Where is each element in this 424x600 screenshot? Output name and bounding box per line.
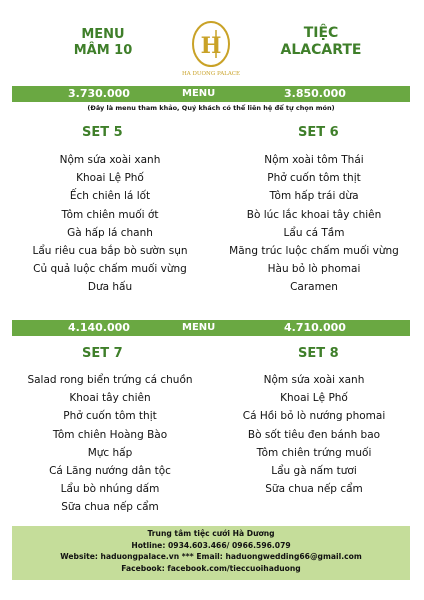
menu-mam-title	[58, 27, 148, 59]
list-item: Bò lúc lắc khoai tây chiên	[246, 208, 382, 221]
list-item: Khoai Lệ Phố	[76, 172, 144, 185]
mam-label: MÂM 10	[73, 43, 133, 58]
list-item: Nộm sứa xoài xanh	[59, 154, 161, 166]
list-item: Củ quả luộc chấm muối vừng	[33, 263, 187, 276]
set7-title: SET 7	[82, 346, 123, 361]
list-item: Tôm hấp trái dừa	[269, 190, 359, 203]
list-item: Lẩu cá Tầm	[283, 226, 345, 239]
footer-website-email: Website: haduongpalace.vn *** Email: haduongwedding66@gmail.com	[60, 552, 362, 561]
tiec-label: TIỆC	[303, 25, 339, 41]
price-bar-2	[12, 320, 410, 336]
set8-list	[214, 371, 414, 498]
set5-list	[12, 151, 208, 297]
price-set6: 3.850.000	[284, 87, 346, 100]
list-item: Caramen	[290, 281, 338, 294]
list-item: Ếch chiên lá lốt	[69, 190, 151, 203]
list-item: Tôm chiên muối ớt	[61, 208, 159, 221]
logo-icon	[176, 20, 246, 82]
list-item: Cá Hồi bỏ lò nướng phomai	[242, 410, 386, 423]
list-item: Nộm sứa xoài xanh	[263, 374, 365, 386]
list-item: Sữa chua nếp cẩm	[265, 483, 363, 496]
list-item: Gà hấp lá chanh	[67, 226, 153, 239]
list-item: Phở cuốn tôm thịt	[63, 410, 157, 423]
list-item: Hàu bỏ lò phomai	[267, 263, 361, 276]
list-item: Tôm chiên trứng muối	[256, 446, 372, 459]
footer-venue: Trung tâm tiệc cưới Hà Dương	[147, 529, 275, 538]
logo-text: HA DUONG PALACE	[181, 71, 241, 77]
reference-note: (Đây là menu tham khảo, Quý khách có thể liên hệ để tự chọn món)	[87, 104, 335, 112]
list-item: Sữa chua nếp cẩm	[61, 501, 159, 514]
contact-footer	[12, 526, 410, 580]
list-item: Măng trúc luộc chấm muối vừng	[229, 245, 399, 258]
price-set5: 3.730.000	[68, 87, 130, 100]
list-item: Cá Lăng nướng dân tộc	[49, 465, 171, 478]
set8-title: SET 8	[298, 346, 339, 361]
list-item: Bò sốt tiêu đen bánh bao	[247, 428, 381, 441]
list-item: Lẩu bò nhúng dấm	[60, 483, 160, 496]
list-item: Lẩu riêu cua bắp bò sườn sụn	[32, 245, 188, 258]
price-bar-menu-label: MENU	[182, 322, 216, 333]
set6-title: SET 6	[298, 125, 339, 140]
list-item: Khoai Lệ Phố	[280, 392, 348, 405]
footer-hotline: Hotline: 0934.603.466/ 0966.596.079	[131, 540, 291, 550]
list-item: Phở cuốn tôm thịt	[267, 172, 361, 185]
set6-list	[214, 151, 414, 297]
svg-text:H: H	[200, 33, 222, 59]
list-item: Dưa hấu	[87, 281, 133, 294]
alacarte-label: ALACARTE	[280, 42, 362, 58]
ha-duong-palace-logo	[176, 20, 246, 82]
list-item: Mực hấp	[87, 446, 133, 459]
price-bar-menu-label: MENU	[182, 88, 216, 99]
footer-facebook: Facebook: facebook.com/tieccuoihaduong	[121, 563, 301, 573]
list-item: Nộm xoài tôm Thái	[264, 154, 364, 166]
list-item: Lẩu gà nấm tươi	[271, 465, 357, 478]
tiec-alacarte-title	[262, 25, 380, 59]
set5-title: SET 5	[82, 125, 123, 140]
menu-label: MENU	[81, 27, 125, 42]
list-item: Tôm chiên Hoàng Bào	[52, 428, 168, 441]
set7-list	[12, 371, 208, 517]
price-set8: 4.710.000	[284, 321, 346, 334]
price-set7: 4.140.000	[68, 321, 130, 334]
list-item: Khoai tây chiên	[69, 392, 151, 405]
list-item: Salad rong biển trứng cá chuồn	[27, 374, 193, 386]
price-bar-1	[12, 86, 410, 102]
